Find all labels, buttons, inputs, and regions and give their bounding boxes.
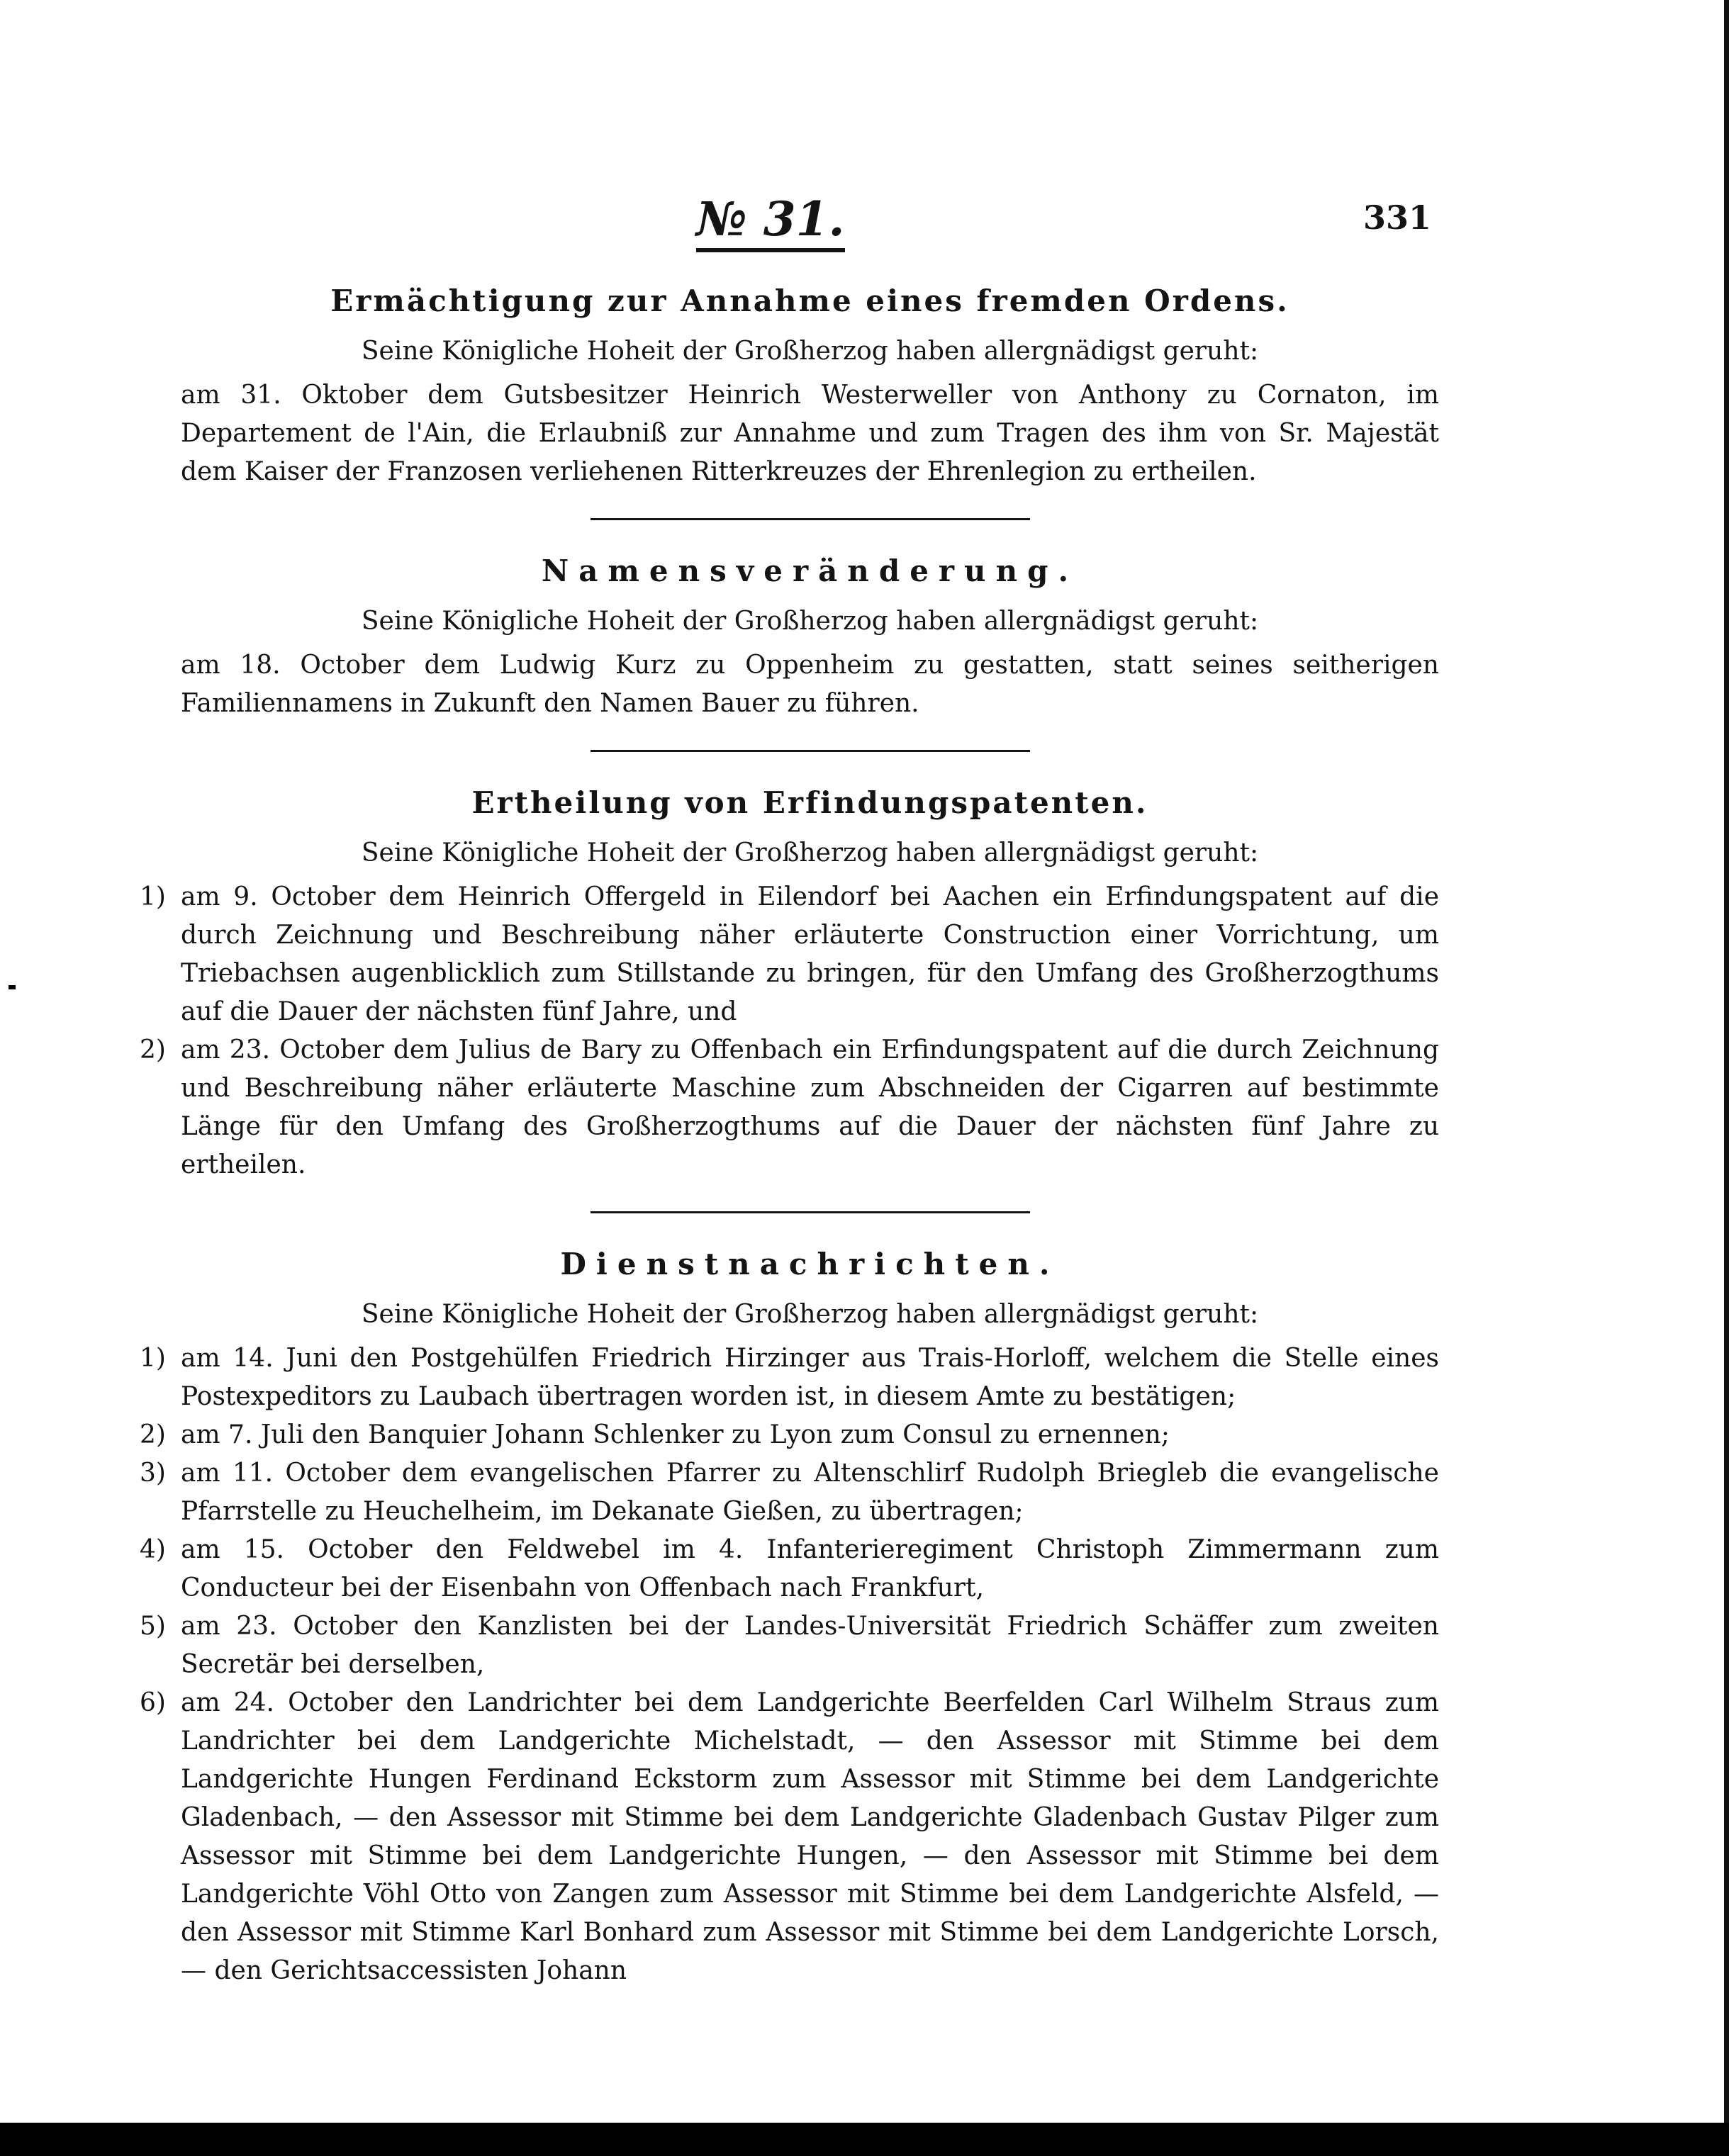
list-item-text: am 24. October den Landrichter bei dem Landgerichte Beerfelden Carl Wilhelm Straus zum Landrichter bei dem Landgerichte Michelstadt, — den Assessor mit Stimme bei dem Landgerichte Hungen Ferdinand Eckstorm zum Assessor mit Stimme bei dem Landgerichte Gladenbach, — den Assessor mit Stimme bei dem Landgerichte Gladenbach Gustav Pilger zum Assessor mit Stimme bei dem Landgerichte Hungen, — den Assessor mit Stimme bei dem Landgerichte Vöhl Otto von Zangen zum Assessor mit Stimme bei dem Landgerichte Alsfeld, — den Assessor mit Stimme Karl Bonhard zum Assessor mit Stimme bei dem Landgerichte Lorsch, — den Gerichtsaccessisten Johann [181,1688,1439,1985]
section-divider [591,518,1030,520]
scan-edge-bottom [0,2123,1729,2156]
list-item-text: am 7. Juli den Banquier Johann Schlenker zu Lyon zum Consul zu ernennen; [181,1420,1170,1449]
section-intro: Seine Königliche Hoheit der Großherzog haben allergnädigst geruht: [361,337,1259,366]
list-item-number: 4) [140,1535,166,1564]
section-patents [140,782,1439,1184]
list-item-number: 5) [140,1612,166,1641]
list-item-number: 3) [140,1459,166,1488]
section-title: Ertheilung von Erfindungspatenten. [471,785,1148,820]
issue-number-text: № 31. [696,191,845,247]
list-item-text: am 23. October den Kanzlisten bei der Landes-Universität Friedrich Schäffer zum zweiten Secretär bei derselben, [181,1612,1439,1679]
list-item-number: 1) [140,882,166,911]
section-title: Ermächtigung zur Annahme eines fremden Ordens. [330,283,1289,318]
list-item-text: am 15. October den Feldwebel im 4. Infanterieregiment Christoph Zimmermann zum Conducteur bei der Eisenbahn von Offenbach nach Frankfurt, [181,1535,1439,1602]
section-intro: Seine Königliche Hoheit der Großherzog haben allergnädigst geruht: [361,1300,1259,1329]
list-item [140,878,1439,1031]
section-title: Namensveränderung. [541,554,1079,588]
section-paragraph: am 18. October dem Ludwig Kurz zu Oppenheim zu gestatten, statt seines seitherigen Familiennamens in Zukunft den Namen Bauer zu führen. [181,651,1439,718]
issue-number-underline [696,248,845,252]
section-paragraph: am 31. Oktober dem Gutsbesitzer Heinrich Westerweller von Anthony zu Cornaton, im Departement de l'Ain, die Erlaubniß zur Annahme und zum Tragen des ihm von Sr. Majestät dem Kaiser der Franzosen verliehenen Ritterkreuzes der Ehrenlegion zu ertheilen. [181,381,1439,486]
section-name-change [181,550,1439,723]
section-order-permission [181,280,1439,491]
document-body [140,280,1439,1990]
list-item [140,1684,1439,1990]
list-item-text: am 9. October dem Heinrich Offergeld in Eilendorf bei Aachen ein Erfindungspatent auf die durch Zeichnung und Beschreibung näher erläuterte Construction einer Vorrichtung, um Triebachsen augenblicklich zum Stillstande zu bringen, für den Umfang des Großherzogthums auf die Dauer der nächsten fünf Jahre, und [181,882,1439,1026]
list-item [140,1607,1439,1684]
page-header [0,191,1729,255]
page-number: 331 [1363,198,1431,237]
list-item-number: 2) [140,1035,166,1065]
issue-number [696,191,845,252]
list-item [140,1416,1439,1454]
section-intro: Seine Königliche Hoheit der Großherzog haben allergnädigst geruht: [361,607,1259,636]
list-item-number: 2) [140,1420,166,1449]
list-item-number: 1) [140,1344,166,1373]
list-item-number: 6) [140,1688,166,1717]
list-item [140,1031,1439,1184]
scan-edge-right [1724,0,1729,2156]
section-divider [591,1211,1030,1213]
section-divider [591,750,1030,752]
list-item [140,1531,1439,1607]
section-title: Dienstnachrichten. [560,1247,1060,1281]
list-item [140,1340,1439,1416]
scan-speck [9,985,16,989]
service-list [140,1340,1439,1990]
section-intro: Seine Königliche Hoheit der Großherzog haben allergnädigst geruht: [361,838,1259,868]
list-item-text: am 11. October dem evangelischen Pfarrer zu Altenschlirf Rudolph Briegleb die evangelische Pfarrstelle zu Heuchelheim, im Dekanate Gießen, zu übertragen; [181,1459,1439,1526]
list-item [140,1454,1439,1531]
list-item-text: am 23. October dem Julius de Bary zu Offenbach ein Erfindungspatent auf die durch Zeichnung und Beschreibung näher erläuterte Maschine zum Abschneiden der Cigarren auf bestimmte Länge für den Umfang des Großherzogthums auf die Dauer der nächsten fünf Jahre zu ertheilen. [181,1035,1439,1179]
list-item-text: am 14. Juni den Postgehülfen Friedrich Hirzinger aus Trais-Horloff, welchem die Stelle eines Postexpeditors zu Laubach übertragen worden ist, in diesem Amte zu bestätigen; [181,1344,1439,1411]
patent-list [140,878,1439,1184]
section-service-news [140,1243,1439,1990]
